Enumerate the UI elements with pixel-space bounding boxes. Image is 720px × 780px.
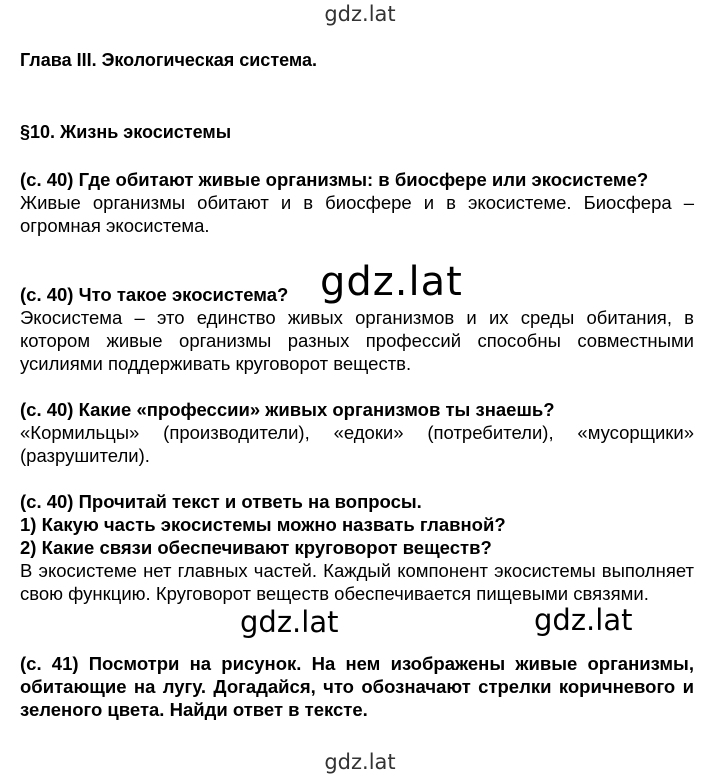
subquestion: 2) Какие связи обеспечивают круговорот веществ? <box>20 537 492 558</box>
qa-block-3 <box>20 398 694 467</box>
question: (с. 40) Где обитают живые организмы: в биосфере или экосистеме? <box>20 169 649 190</box>
question: (с. 40) Что такое экосистема? <box>20 284 289 305</box>
chapter-title: Глава III. Экологическая система. <box>20 50 317 70</box>
answer: Экосистема – это единство живых организмов и их среды обитания, в котором живые организмы разных профессий способны совместными усилиями поддерживать круговорот веществ. <box>20 307 694 374</box>
watermark-bottom: gdz.lat <box>324 750 396 774</box>
subquestion: 1) Какую часть экосистемы можно назвать главной? <box>20 514 506 535</box>
answer: «Кормильцы» (производители), «едоки» (потребители), «мусорщики» (разрушители). <box>20 422 694 466</box>
question: (с. 40) Прочитай текст и ответь на вопросы. <box>20 491 422 512</box>
qa-block-1 <box>20 168 694 237</box>
qa-block-5 <box>20 652 694 721</box>
watermark-mid-right: gdz.lat <box>530 606 636 635</box>
question: (с. 40) Какие «профессии» живых организмов ты знаешь? <box>20 399 555 420</box>
qa-block-4 <box>20 490 694 605</box>
question: (с. 41) Посмотри на рисунок. На нем изображены живые организмы, обитающие на лугу. Догадайся, что обозначают стрелки коричневого и зеленого цвета. Найди ответ в тексте. <box>20 653 694 720</box>
answer: Живые организмы обитают и в биосфере и в экосистеме. Биосфера – огромная экосистема. <box>20 192 694 236</box>
watermark-big: gdz.lat <box>320 259 463 305</box>
answer: В экосистеме нет главных частей. Каждый компонент экосистемы выполняет свою функцию. Круговорот веществ обеспечивается пищевыми связями. <box>20 560 694 604</box>
watermark-mid-left: gdz.lat <box>236 608 342 637</box>
watermark-top: gdz.lat <box>324 2 396 26</box>
section-title: §10. Жизнь экосистемы <box>20 122 232 142</box>
